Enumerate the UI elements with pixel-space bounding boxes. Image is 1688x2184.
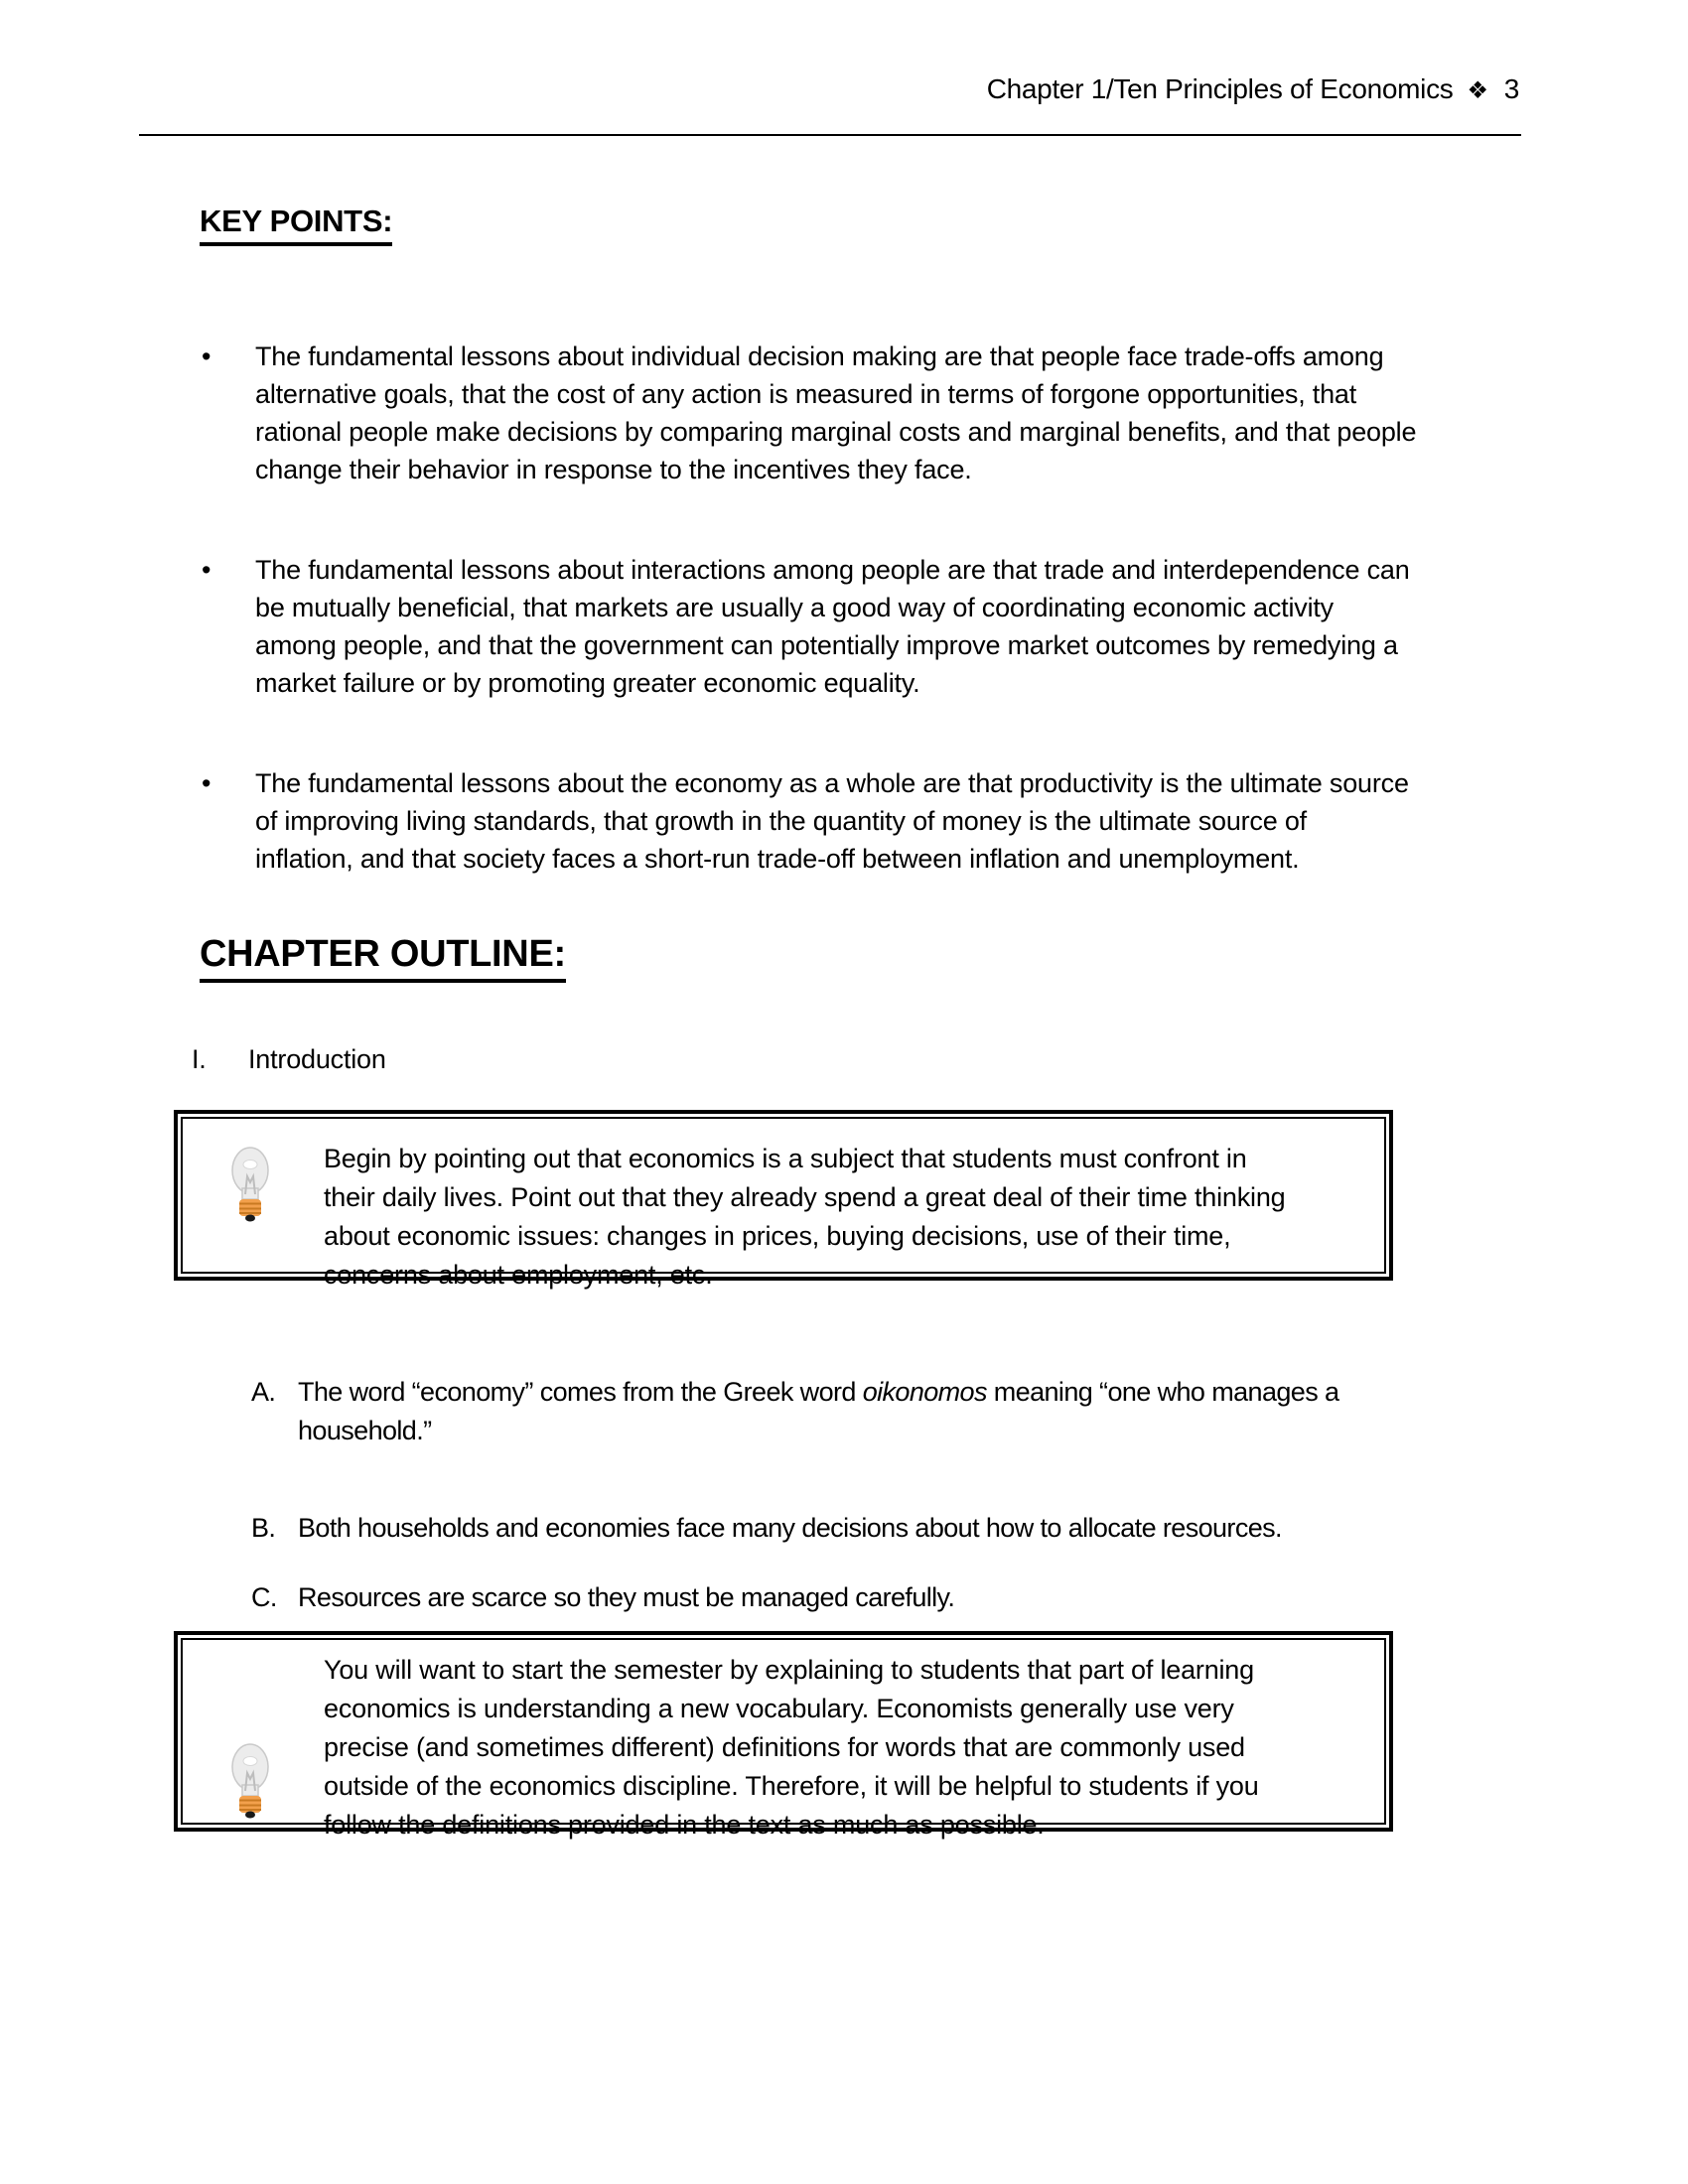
teaching-tip-box-2 bbox=[174, 1631, 1393, 1840]
text-line: market failure or by promoting greater economic equality. bbox=[255, 668, 920, 698]
text-line: alternative goals, that the cost of any action is measured in terms of forgone opportunities, that bbox=[255, 379, 1357, 409]
chapter-outline-heading: CHAPTER OUTLINE: bbox=[200, 933, 566, 983]
text-segment: The word “economy” comes from the Greek word bbox=[298, 1377, 863, 1407]
outline-text: Both households and economies face many decisions about how to allocate resources. bbox=[298, 1513, 1282, 1543]
tip-box-inner-border bbox=[181, 1638, 1386, 1840]
header-title: Chapter 1/Ten Principles of Economics bbox=[986, 73, 1454, 104]
text-line: change their behavior in response to the incentives they face. bbox=[255, 455, 972, 484]
lightbulb-icon bbox=[228, 1743, 272, 1828]
outline-item-b bbox=[251, 1509, 1282, 1548]
lightbulb-icon bbox=[228, 1147, 272, 1231]
outline-marker: I. bbox=[192, 1044, 207, 1074]
text-line: inflation, and that society faces a short-run trade-off between inflation and unemployment. bbox=[255, 844, 1300, 874]
text-line: economics is understanding a new vocabulary. Economists generally use very bbox=[324, 1694, 1234, 1723]
outline-item-a bbox=[251, 1373, 1338, 1450]
text-line: The fundamental lessons about individual decision making are that people face trade-offs among bbox=[255, 341, 1384, 371]
text-line: rational people make decisions by comparing marginal costs and marginal benefits, and that people bbox=[255, 417, 1417, 447]
page-header bbox=[139, 73, 1519, 105]
tip-box-inner-border bbox=[181, 1117, 1386, 1290]
outline-item-introduction bbox=[192, 1040, 386, 1079]
header-divider bbox=[139, 134, 1521, 136]
tip-text bbox=[183, 1119, 1384, 1295]
outline-marker: B. bbox=[251, 1513, 276, 1543]
text-line: about economic issues: changes in prices, buying decisions, use of their time, bbox=[324, 1221, 1231, 1251]
bullet-text bbox=[255, 551, 1410, 702]
text-line: follow the definitions provided in the text as much as possible. bbox=[324, 1810, 1045, 1840]
diamond-ornament-icon: ❖ bbox=[1467, 77, 1488, 104]
outline-item-c bbox=[251, 1578, 954, 1617]
key-point-bullet-3 bbox=[202, 764, 1502, 878]
outline-text-line: household.” bbox=[298, 1416, 432, 1445]
bullet-text bbox=[255, 338, 1416, 488]
key-points-heading: KEY POINTS: bbox=[200, 204, 392, 246]
text-line: The fundamental lessons about interactions among people are that trade and interdependence can bbox=[255, 555, 1410, 585]
text-line: their daily lives. Point out that they already spend a great deal of their time thinking bbox=[324, 1182, 1286, 1212]
text-line: outside of the economics discipline. Therefore, it will be helpful to students if you bbox=[324, 1771, 1259, 1801]
text-line: precise (and sometimes different) definitions for words that are commonly used bbox=[324, 1732, 1245, 1762]
text-line: of improving living standards, that growth in the quantity of money is the ultimate source of bbox=[255, 806, 1307, 836]
bullet-marker: • bbox=[202, 555, 211, 585]
text-segment: meaning “one who manages a bbox=[986, 1377, 1339, 1407]
outline-text-line bbox=[298, 1373, 1338, 1412]
bullet-text bbox=[255, 764, 1409, 878]
page-number: 3 bbox=[1503, 73, 1519, 104]
text-line: among people, and that the government can potentially improve market outcomes by remedying a bbox=[255, 630, 1398, 660]
text-line: Begin by pointing out that economics is a subject that students must confront in bbox=[324, 1144, 1247, 1173]
bullet-marker: • bbox=[202, 341, 211, 371]
outline-text: Introduction bbox=[248, 1044, 386, 1074]
key-point-bullet-2 bbox=[202, 551, 1502, 702]
bullet-marker: • bbox=[202, 768, 211, 798]
outline-marker: C. bbox=[251, 1582, 277, 1612]
key-point-bullet-1 bbox=[202, 338, 1502, 488]
outline-text bbox=[298, 1373, 1338, 1450]
text-line: You will want to start the semester by explaining to students that part of learning bbox=[324, 1655, 1254, 1685]
outline-marker: A. bbox=[251, 1377, 276, 1407]
text-line: The fundamental lessons about the economy as a whole are that productivity is the ultimate source bbox=[255, 768, 1409, 798]
outline-text: Resources are scarce so they must be managed carefully. bbox=[298, 1582, 955, 1612]
text-line: be mutually beneficial, that markets are usually a good way of coordinating economic activity bbox=[255, 593, 1334, 622]
text-line: concerns about employment, etc. bbox=[324, 1260, 713, 1290]
teaching-tip-box-1 bbox=[174, 1110, 1393, 1290]
tip-text bbox=[183, 1640, 1384, 1844]
italic-term: oikonomos bbox=[862, 1377, 987, 1407]
